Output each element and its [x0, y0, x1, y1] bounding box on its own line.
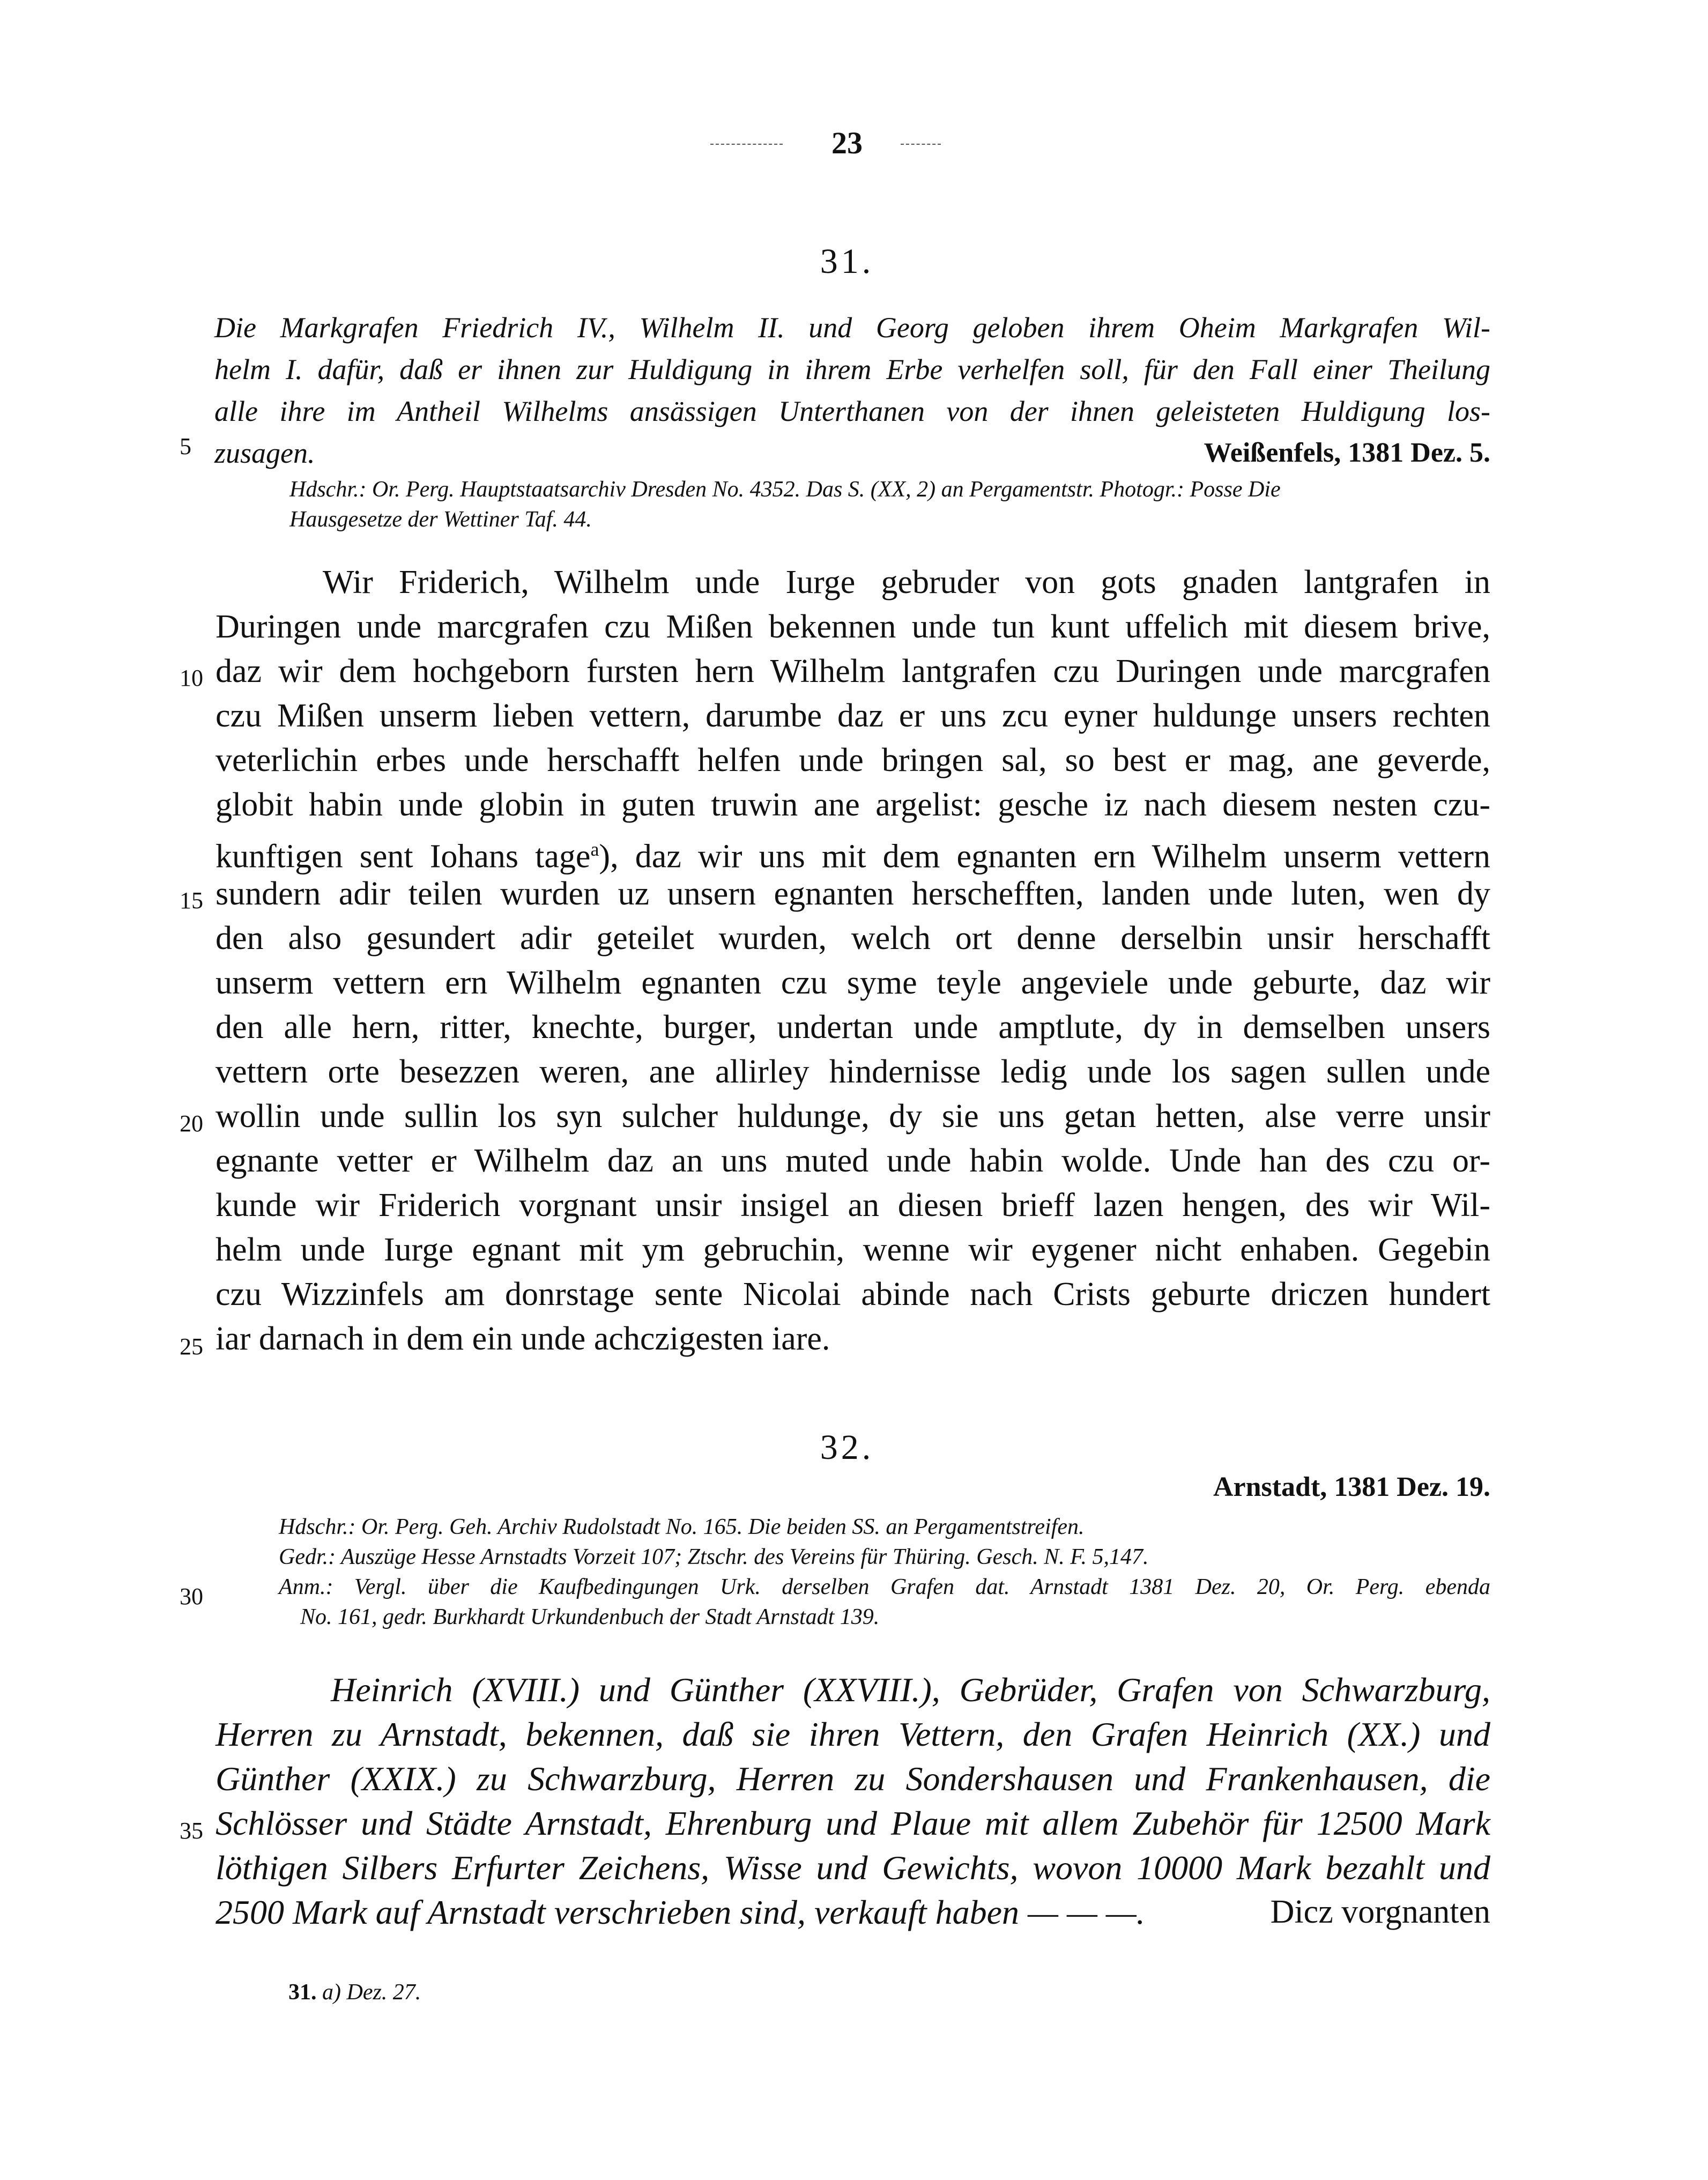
notes-31-line: Hdschr.: Or. Perg. Hauptstaatsarchiv Dresden No. 4352. Das S. (XX, 2) an Pergamentstr. Photogr.: Posse Die — [289, 477, 1281, 502]
charter-line: iar darnach in dem ein unde achczigesten iare. — [216, 1321, 830, 1357]
charter-line: helm unde Iurge egnant mit ym gebruchin, wenne wir eygener nicht enhaben. Gegebin — [216, 1232, 1490, 1268]
charter-line: den alle hern, ritter, knechte, burger, undertan unde amptlute, dy in demselben unsers — [216, 1009, 1490, 1045]
charter-line: czu Mißen unserm lieben vettern, darumbe daz er uns zcu eyner huldunge unsers rechten — [216, 698, 1490, 734]
charter-line: egnante vetter er Wilhelm daz an uns muted unde habin wolde. Unde han des czu or- — [216, 1143, 1490, 1179]
regest-32-last-text: 2500 Mark auf Arnstadt verschrieben sind, verkauft haben — — —. — [216, 1893, 1145, 1931]
charter-line: globit habin unde globin in guten truwin ane argelist: gesche iz nach diesem nesten czu- — [216, 787, 1490, 823]
line-number: 15 — [180, 887, 203, 914]
charter-text-31 — [216, 560, 1490, 1361]
line-number: 5 — [180, 433, 191, 459]
notes-32-line: Anm.: Vergl. über die Kaufbedingungen Urk. derselben Grafen dat. Arnstadt 1381 Dez. 20, Or. Perg. ebenda — [279, 1575, 1490, 1599]
charter-line: veterlichin erbes unde herschafft helfen unde bringen sal, so best er mag, ane geverde, — [216, 742, 1490, 778]
regest-31-last-text: zusagen. — [214, 437, 315, 469]
charter-line: vettern orte besezzen weren, ane allirley hindernisse ledig unde los sagen sullen unde — [216, 1054, 1490, 1090]
charter-line: wollin unde sullin los syn sulcher huldunge, dy sie uns getan hetten, alse verre unsir — [216, 1098, 1490, 1135]
charter-line: sundern adir teilen wurden uz unsern egnanten herschefften, landen unde luten, wen dy — [216, 876, 1490, 912]
regest-31-line: alle ihre im Antheil Wilhelms ansässigen Unterthanen von der ihnen geleisteten Huldigung los- — [214, 395, 1490, 427]
charter-line-part: ), daz wir uns mit dem egnanten ern Wilhelm unserm vettern — [599, 838, 1490, 875]
line-number: 35 — [180, 1818, 203, 1844]
line-number: 25 — [180, 1333, 203, 1360]
notes-32-line: Hdschr.: Or. Perg. Geh. Archiv Rudolstadt No. 165. Die beiden SS. an Pergamentstreifen. — [279, 1515, 1085, 1539]
notes-32 — [279, 1512, 1490, 1632]
charter-line — [216, 827, 1490, 875]
charter-line: daz wir dem hochgeborn fursten hern Wilhelm lantgrafen czu Duringen unde marcgrafen — [216, 653, 1490, 689]
document-number-32: 32. — [820, 1428, 874, 1467]
charter-line: den also gesundert adir geteilet wurden, welch ort denne derselbin unsir herschafft — [216, 920, 1490, 956]
regest-32 — [216, 1667, 1490, 1934]
notes-32-line: No. 161, gedr. Burkhardt Urkundenbuch der Stadt Arnstadt 139. — [300, 1605, 880, 1629]
charter-line: kunde wir Friderich vorgnant unsir insigel an diesen brieff lazen hengen, des wir Wil- — [216, 1187, 1490, 1224]
charter-line: czu Wizzinfels am donrstage sente Nicolai abinde nach Crists geburte driczen hundert — [216, 1276, 1490, 1313]
charter-line: Wir Friderich, Wilhelm unde Iurge gebruder von gots gnaden lantgrafen in — [323, 564, 1490, 600]
header-rule-right — [901, 144, 941, 145]
footnote-text: a) Dez. 27. — [322, 1980, 421, 2005]
regest-32-line — [216, 1890, 1490, 1934]
place-date-31: Weißenfels, 1381 Dez. 5. — [1204, 438, 1490, 468]
regest-31-line — [214, 432, 1490, 474]
place-date-32: Arnstadt, 1381 Dez. 19. — [1213, 1472, 1490, 1502]
charter-line: Duringen unde marcgrafen czu Mißen bekennen unde tun kunt uffelich mit diesem brive, — [216, 609, 1490, 645]
regest-31-line: helm I. dafür, daß er ihnen zur Huldigung in ihrem Erbe verhelfen soll, für den Fall einer Theilung — [214, 353, 1490, 385]
footnote — [288, 1977, 421, 2007]
regest-31 — [214, 307, 1490, 474]
footnote-marker-a: a — [590, 839, 599, 860]
regest-32-line: Günther (XXIX.) zu Schwarzburg, Herren zu Sondershausen und Frankenhausen, die — [216, 1760, 1490, 1798]
document-number-31: 31. — [820, 242, 874, 281]
regest-32-line: Schlösser und Städte Arnstadt, Ehrenburg und Plaue mit allem Zubehör für 12500 Mark — [216, 1804, 1490, 1842]
charter-line: unserm vettern ern Wilhelm egnanten czu syme teyle angeviele unde geburte, daz wir — [216, 965, 1490, 1001]
page-number: 23 — [831, 125, 863, 160]
regest-32-line: löthigen Silbers Erfurter Zeichens, Wisse und Gewichts, wovon 10000 Mark bezahlt und — [216, 1849, 1490, 1887]
regest-32-line: Herren zu Arnstadt, bekennen, daß sie ihren Vettern, den Grafen Heinrich (XX.) und — [216, 1715, 1490, 1753]
line-number: 20 — [180, 1110, 203, 1137]
footnote-ref: 31. — [288, 1980, 317, 2005]
regest-32-line: Heinrich (XVIII.) und Günther (XXVIII.), Gebrüder, Grafen von Schwarzburg, — [331, 1671, 1490, 1709]
notes-32-line: Gedr.: Auszüge Hesse Arnstadts Vorzeit 107; Ztschr. des Vereins für Thüring. Gesch. N. F. 5,147. — [279, 1545, 1149, 1569]
line-number: 10 — [180, 665, 203, 691]
notes-31-line: Hausgesetze der Wettiner Taf. 44. — [289, 507, 592, 532]
charter-line-part: kunftigen sent Iohans tage — [216, 838, 591, 875]
charter-text-32-start: Dicz vorgnanten — [1270, 1894, 1490, 1930]
regest-31-line: Die Markgrafen Friedrich IV., Wilhelm II. und Georg geloben ihrem Oheim Markgrafen Wil- — [214, 312, 1490, 344]
notes-31 — [289, 474, 1490, 535]
line-number: 30 — [180, 1583, 203, 1610]
